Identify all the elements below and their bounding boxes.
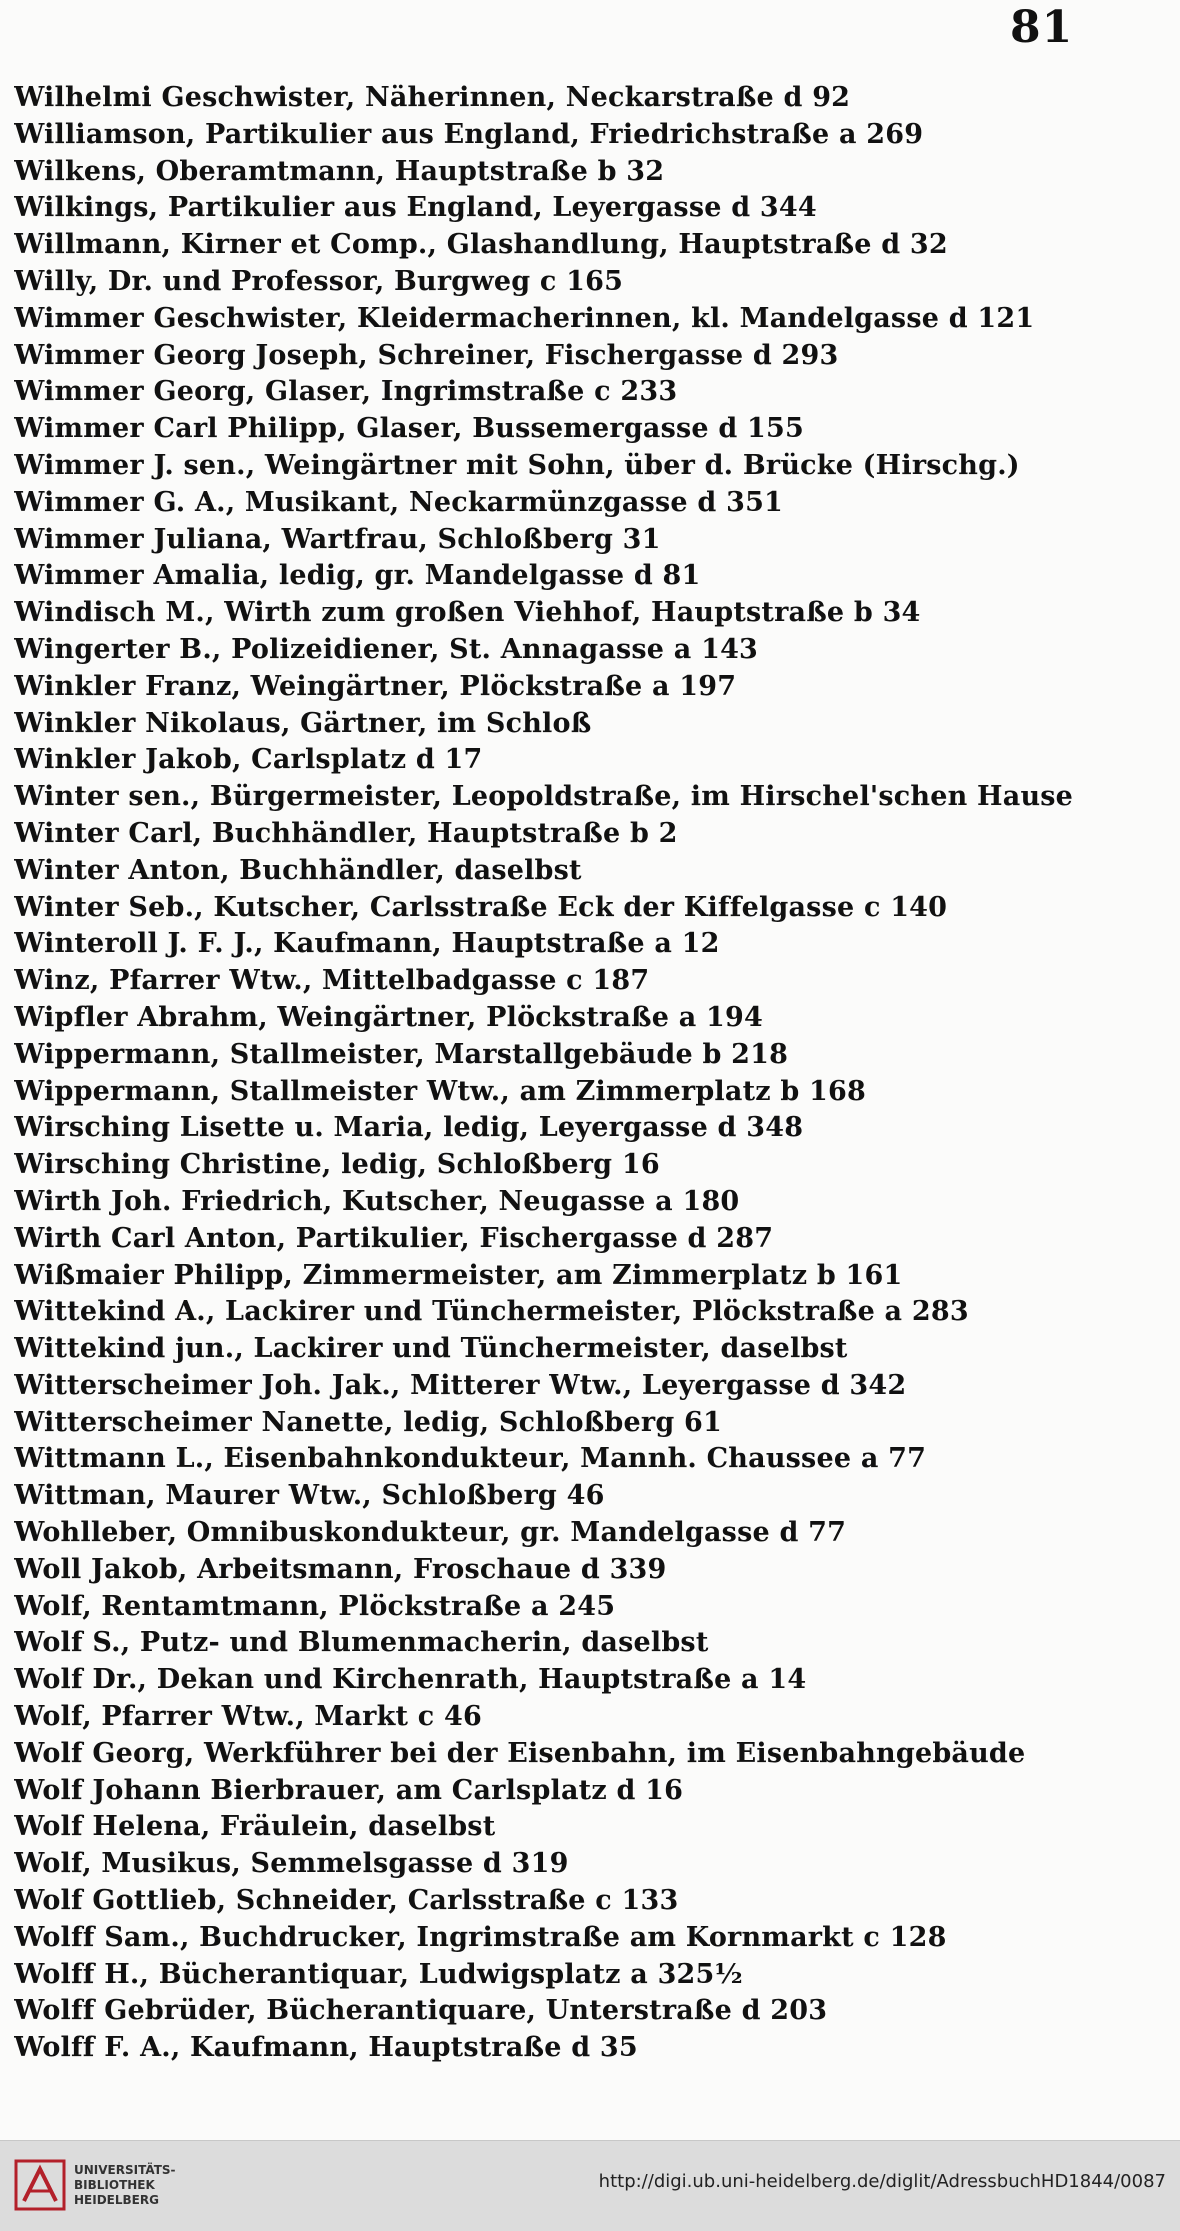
directory-entry: Wippermann, Stallmeister, Marstallgebäude b 218 xyxy=(14,1038,789,1070)
source-url-link[interactable]: http://digi.ub.uni-heidelberg.de/diglit/AdressbuchHD1844/0087 xyxy=(598,2171,1166,2192)
directory-entry: Wittekind A., Lackirer und Tünchermeister, Plöckstraße a 283 xyxy=(14,1296,969,1328)
directory-entry: Wolff Gebrüder, Bücherantiquare, Unterstraße d 203 xyxy=(14,1995,828,2027)
directory-entry: Winter sen., Bürgermeister, Leopoldstraße, im Hirschel'schen Hause xyxy=(14,781,1074,813)
directory-entry: Wolf, Pfarrer Wtw., Markt c 46 xyxy=(14,1701,482,1733)
directory-entry: Wippermann, Stallmeister Wtw., am Zimmerplatz b 168 xyxy=(14,1075,867,1107)
directory-entry: Winteroll J. F. J., Kaufmann, Hauptstraße a 12 xyxy=(14,928,720,960)
directory-entry: Wolf Dr., Dekan und Kirchenrath, Hauptstraße a 14 xyxy=(14,1664,807,1696)
directory-entry: Williamson, Partikulier aus England, Friedrichstraße a 269 xyxy=(14,118,924,150)
directory-entry: Winkler Nikolaus, Gärtner, im Schloß xyxy=(14,707,592,739)
directory-entry: Wirth Carl Anton, Partikulier, Fischergasse d 287 xyxy=(14,1222,774,1254)
directory-entry: Wingerter B., Polizeidiener, St. Annagasse a 143 xyxy=(14,633,759,665)
directory-entry: Wohlleber, Omnibuskondukteur, gr. Mandelgasse d 77 xyxy=(14,1517,847,1549)
directory-entry: Willy, Dr. und Professor, Burgweg c 165 xyxy=(14,265,624,297)
directory-entry: Wimmer Carl Philipp, Glaser, Bussemergasse d 155 xyxy=(14,413,805,445)
page-number: 81 xyxy=(1010,2,1074,53)
directory-entry: Wolff H., Bücherantiquar, Ludwigsplatz a 325½ xyxy=(14,1958,743,1990)
footer-bar xyxy=(0,2140,1180,2231)
directory-entry: Wimmer Geschwister, Kleidermacherinnen, kl. Mandelgasse d 121 xyxy=(14,302,1035,334)
library-name xyxy=(74,2163,176,2208)
directory-entry: Wimmer G. A., Musikant, Neckarmünzgasse d 351 xyxy=(14,486,784,518)
directory-entry: Witterscheimer Joh. Jak., Mitterer Wtw., Leyergasse d 342 xyxy=(14,1369,907,1401)
directory-entry: Wolf Helena, Fräulein, daselbst xyxy=(14,1811,496,1843)
directory-entry: Wolf Georg, Werkführer bei der Eisenbahn, im Eisenbahngebäude xyxy=(14,1737,1026,1769)
directory-entry: Wißmaier Philipp, Zimmermeister, am Zimmerplatz b 161 xyxy=(14,1259,903,1291)
directory-entry: Wolf Johann Bierbrauer, am Carlsplatz d 16 xyxy=(14,1774,684,1806)
university-library-logo-icon xyxy=(12,2157,68,2213)
directory-entry: Wilkens, Oberamtmann, Hauptstraße b 32 xyxy=(14,155,665,187)
library-name-line: HEIDELBERG xyxy=(74,2193,159,2207)
directory-entry: Wirsching Lisette u. Maria, ledig, Leyergasse d 348 xyxy=(14,1112,804,1144)
directory-entry: Wolf, Rentamtmann, Plöckstraße a 245 xyxy=(14,1590,616,1622)
directory-entry: Wimmer Georg, Glaser, Ingrimstraße c 233 xyxy=(14,376,678,408)
directory-entry: Woll Jakob, Arbeitsmann, Froschaue d 339 xyxy=(14,1553,667,1585)
directory-entry: Wilkings, Partikulier aus England, Leyergasse d 344 xyxy=(14,192,817,224)
directory-entry: Winz, Pfarrer Wtw., Mittelbadgasse c 187 xyxy=(14,965,650,997)
directory-entry: Winter Carl, Buchhändler, Hauptstraße b 2 xyxy=(14,817,678,849)
directory-entry: Wolf, Musikus, Semmelsgasse d 319 xyxy=(14,1848,569,1880)
library-name-line: UNIVERSITÄTS- xyxy=(74,2163,176,2177)
directory-entry: Wolff Sam., Buchdrucker, Ingrimstraße am Kornmarkt c 128 xyxy=(14,1921,947,1953)
directory-entry: Willmann, Kirner et Comp., Glashandlung, Hauptstraße d 32 xyxy=(14,229,948,261)
directory-entry: Wirsching Christine, ledig, Schloßberg 16 xyxy=(14,1149,660,1181)
directory-entry: Wolf S., Putz- und Blumenmacherin, daselbst xyxy=(14,1627,709,1659)
directory-entry: Winter Anton, Buchhändler, daselbst xyxy=(14,854,582,886)
directory-entry: Wimmer Georg Joseph, Schreiner, Fischergasse d 293 xyxy=(14,339,839,371)
directory-entry: Witterscheimer Nanette, ledig, Schloßberg 61 xyxy=(14,1406,722,1438)
directory-entry: Winkler Franz, Weingärtner, Plöckstraße a 197 xyxy=(14,670,737,702)
directory-entry: Wittmann L., Eisenbahnkondukteur, Mannh. Chaussee a 77 xyxy=(14,1443,927,1475)
library-name-line: BIBLIOTHEK xyxy=(74,2178,155,2192)
directory-entry: Wilhelmi Geschwister, Näherinnen, Neckarstraße d 92 xyxy=(14,82,851,113)
directory-entry: Wimmer J. sen., Weingärtner mit Sohn, über d. Brücke (Hirschg.) xyxy=(14,449,1020,481)
directory-entry: Wimmer Juliana, Wartfrau, Schloßberg 31 xyxy=(14,523,661,555)
directory-entry: Wolff F. A., Kaufmann, Hauptstraße d 35 xyxy=(14,2032,638,2064)
directory-entry: Winter Seb., Kutscher, Carlsstraße Eck der Kiffelgasse c 140 xyxy=(14,891,948,923)
directory-entry: Wittekind jun., Lackirer und Tünchermeister, daselbst xyxy=(14,1333,848,1365)
directory-entry: Windisch M., Wirth zum großen Viehhof, Hauptstraße b 34 xyxy=(14,597,921,629)
directory-entry: Wolf Gottlieb, Schneider, Carlsstraße c 133 xyxy=(14,1885,679,1917)
directory-entry: Wirth Joh. Friedrich, Kutscher, Neugasse a 180 xyxy=(14,1185,740,1217)
directory-entry: Winkler Jakob, Carlsplatz d 17 xyxy=(14,744,483,776)
directory-entry: Wittman, Maurer Wtw., Schloßberg 46 xyxy=(14,1480,605,1512)
directory-entry: Wipfler Abrahm, Weingärtner, Plöckstraße a 194 xyxy=(14,1001,763,1033)
address-entry-list xyxy=(14,80,1164,2067)
directory-entry: Wimmer Amalia, ledig, gr. Mandelgasse d 81 xyxy=(14,560,701,592)
